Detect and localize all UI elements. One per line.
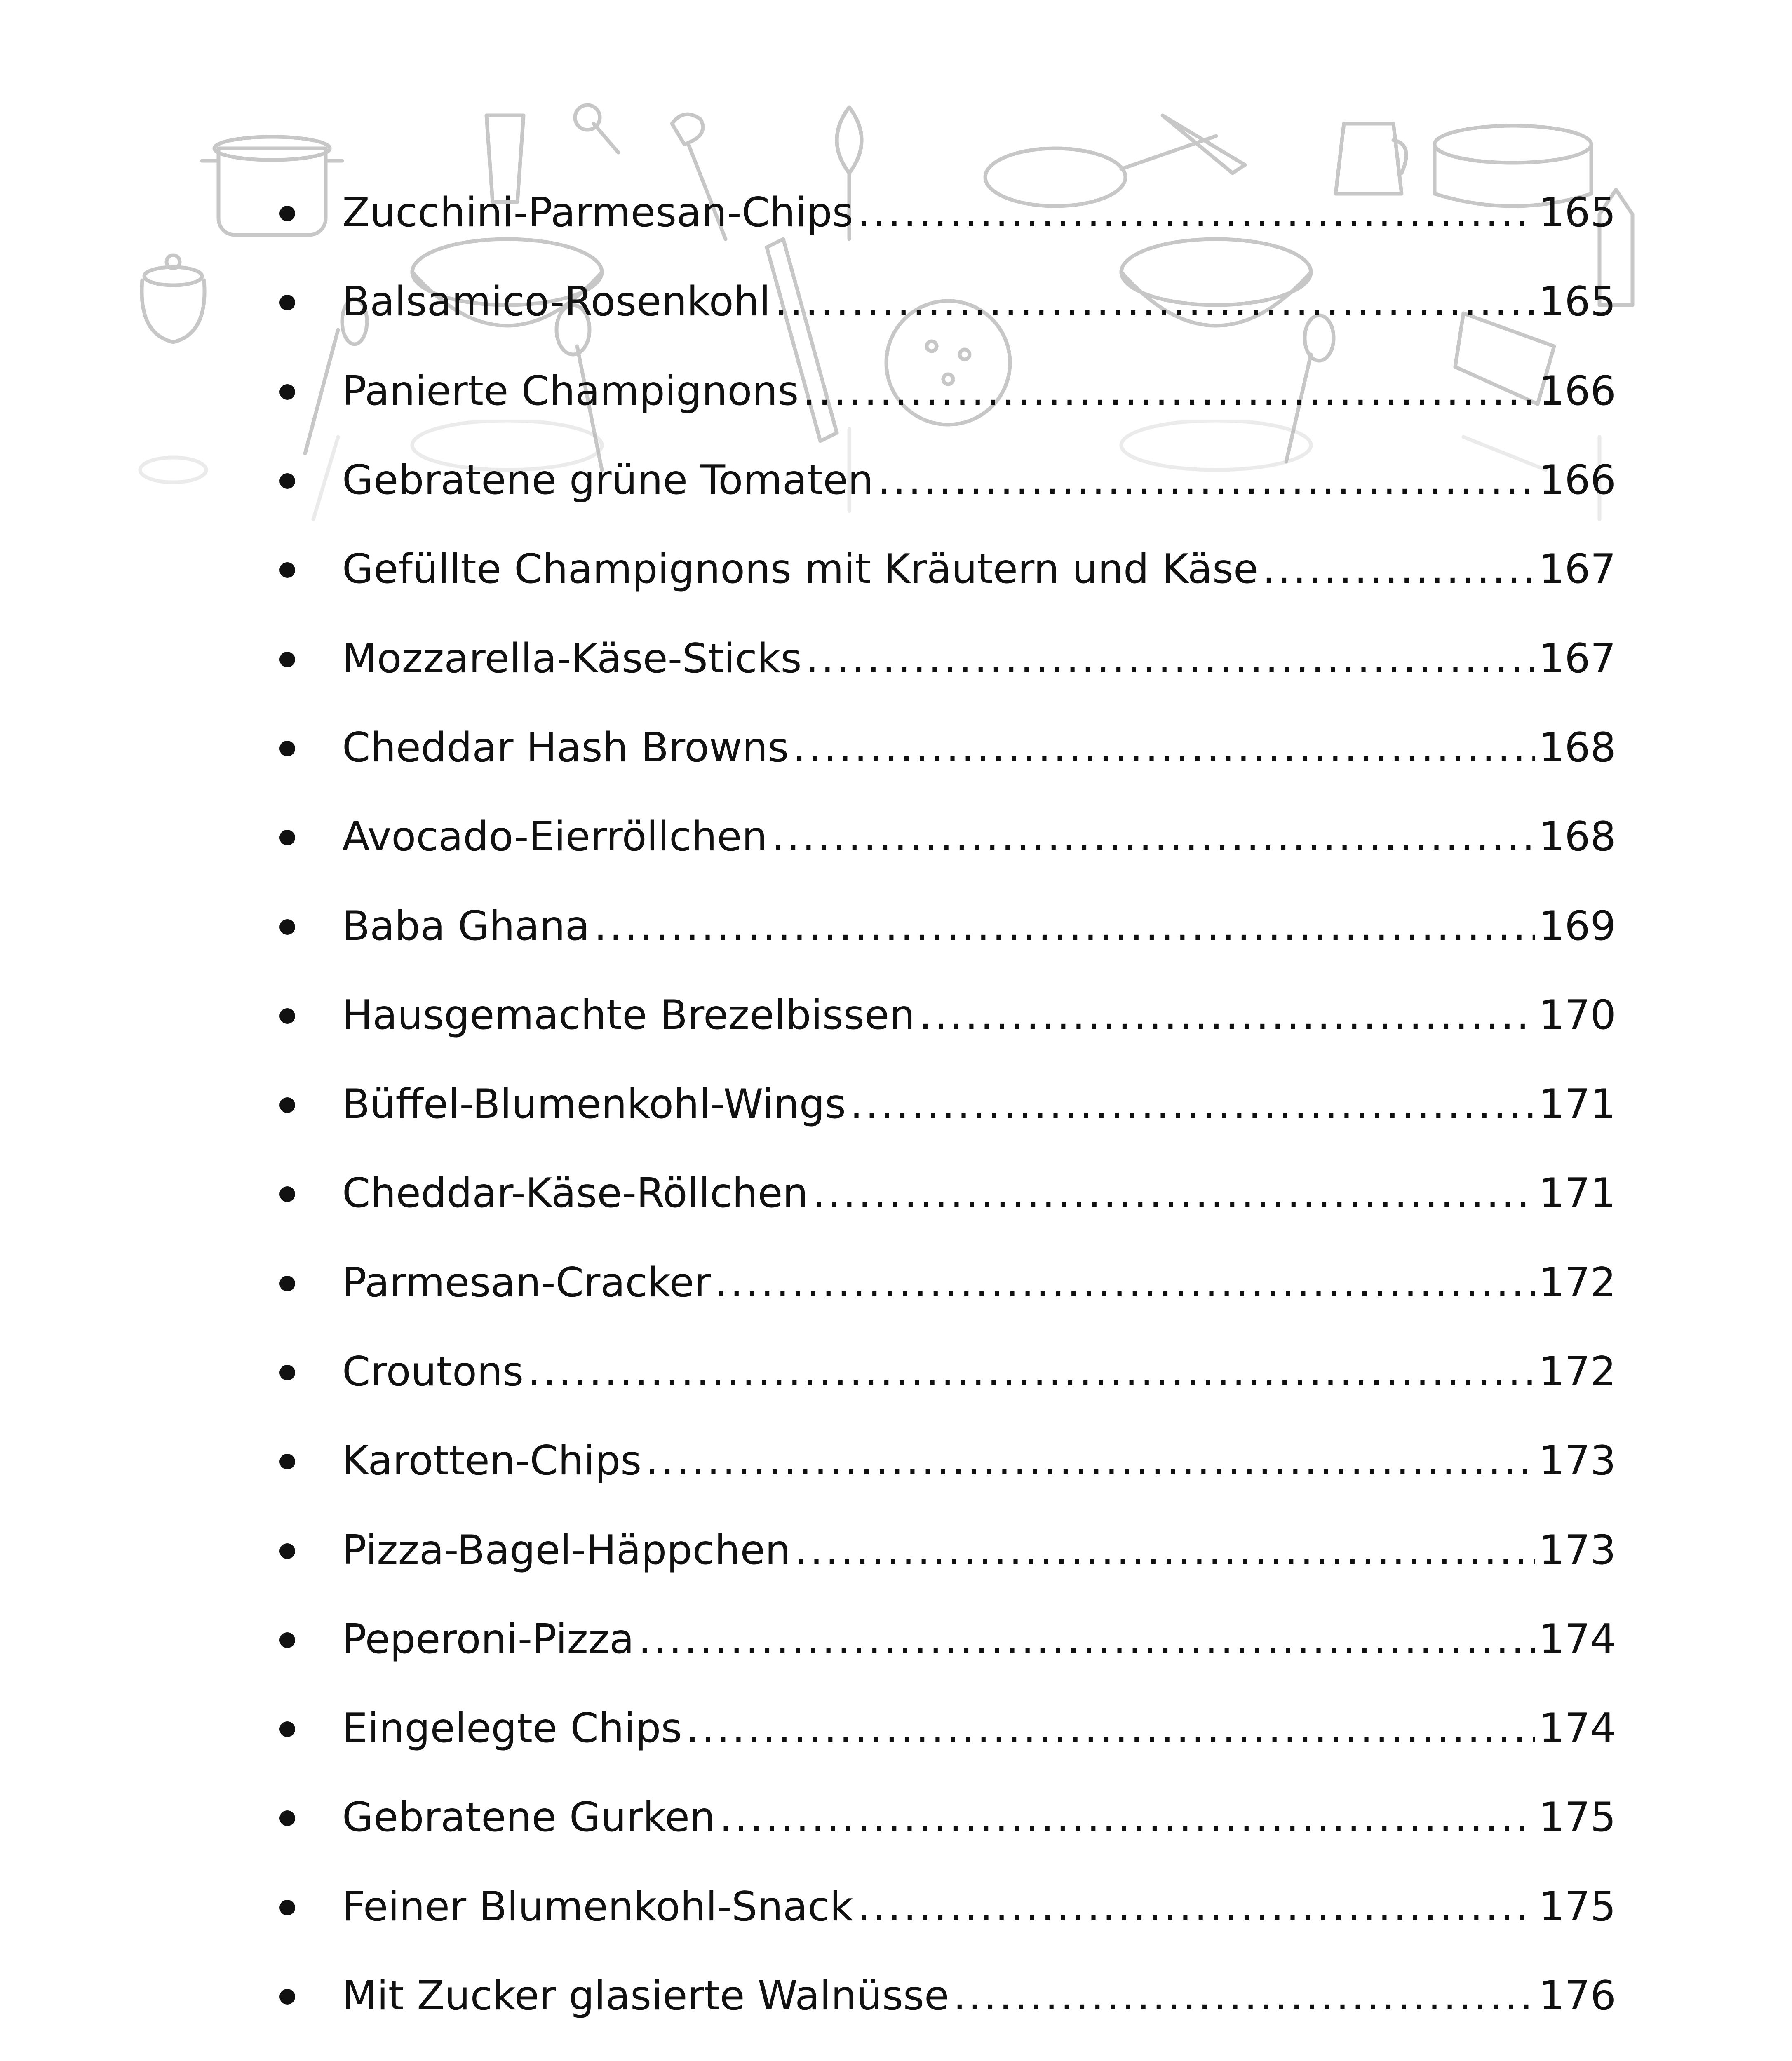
bullet-icon [279,1097,295,1113]
bullet-icon [279,295,295,310]
toc-entry[interactable] [272,882,1616,971]
toc-entry-line [342,1883,1616,1930]
toc-entry-page-number: 168 [1538,813,1616,861]
toc-entry-title: Panierte Champignons [342,367,799,415]
toc-entry-line [342,991,1616,1039]
dot-leader [775,282,1535,322]
toc-entry-page-number: 174 [1538,1705,1616,1752]
toc-entry-title: Gefüllte Champignons mit Kräutern und Käse [342,546,1259,593]
toc-entry-title: Cheddar Hash Browns [342,724,789,771]
bullet-icon [279,830,295,845]
toc-entry-line [342,457,1616,504]
toc-entry-line [342,1972,1616,2020]
dot-leader [857,192,1535,233]
toc-entry-page-number: 172 [1538,1259,1616,1306]
toc-entry-page-number: 173 [1538,1437,1616,1485]
toc-entry-title: Pizza-Bagel-Häppchen [342,1526,791,1574]
toc-entry[interactable] [272,169,1616,258]
dot-leader [850,1084,1535,1124]
toc-entry-line [342,1615,1616,1663]
toc-entry[interactable] [272,1328,1616,1417]
toc-entry[interactable] [272,1863,1616,1952]
dot-leader [646,1441,1535,1481]
toc-entry-title: Feiner Blumenkohl-Snack [342,1883,853,1930]
toc-entry-line [342,724,1616,771]
toc-entry-title: Gebratene grüne Tomaten [342,457,874,504]
toc-entry-title: Büffel-Blumenkohl-Wings [342,1081,846,1128]
toc-entry-title: Avocado-Eierröllchen [342,813,768,861]
toc-entry-title: Peperoni-Pizza [342,1615,634,1663]
toc-entry-line [342,1705,1616,1752]
toc-entry-title: Baba Ghana [342,902,590,950]
toc-entry-line [342,546,1616,593]
toc-entry-line [342,278,1616,326]
dot-leader [1262,549,1535,589]
dot-leader [857,1887,1535,1927]
dot-leader [638,1619,1535,1660]
bullet-icon [279,1454,295,1469]
bullet-icon [279,1810,295,1826]
dot-leader [806,638,1535,679]
dot-leader [919,995,1535,1035]
toc-entry-page-number: 165 [1538,278,1616,326]
toc-entry-title: Balsamico-Rosenkohl [342,278,771,326]
toc-entry-title: Hausgemachte Brezelbissen [342,991,915,1039]
toc-entry-page-number: 171 [1538,1170,1616,1217]
toc-entry-title: Cheddar-Käse-Röllchen [342,1170,808,1217]
toc-entry-page-number: 167 [1538,635,1616,682]
dot-leader [772,817,1535,857]
bullet-icon [279,1989,295,2005]
bullet-icon [279,206,295,221]
bullet-icon [279,562,295,578]
bullet-icon [279,741,295,756]
dot-leader [528,1352,1535,1392]
dot-leader [719,1798,1535,1838]
toc-entry-page-number: 175 [1538,1794,1616,1841]
toc-entry-page-number: 176 [1538,1972,1616,2020]
toc-entry-title: Karotten-Chips [342,1437,642,1485]
toc-entry-line [342,1081,1616,1128]
toc-entry[interactable] [272,1417,1616,1506]
bullet-icon [279,1186,295,1202]
toc-entry[interactable] [272,1239,1616,1328]
toc-entry[interactable] [272,704,1616,793]
bullet-icon [279,1632,295,1648]
toc-entry-line [342,1170,1616,1217]
bullet-icon [279,1900,295,1915]
bullet-icon [279,1276,295,1291]
bullet-icon [279,652,295,667]
toc-entry-title: Croutons [342,1348,524,1396]
toc-entry-page-number: 175 [1538,1883,1616,1930]
toc-entry-line [342,1794,1616,1841]
toc-entry-line [342,635,1616,682]
bullet-icon [279,1543,295,1559]
toc-entry-line [342,1526,1616,1574]
dot-leader [813,1173,1535,1214]
bullet-icon [279,1008,295,1024]
toc-entry-page-number: 167 [1538,546,1616,593]
toc-entry-title: Mit Zucker glasierte Walnüsse [342,1972,949,2020]
toc-entry[interactable] [272,258,1616,347]
bullet-icon [279,473,295,489]
toc-entry-page-number: 165 [1538,189,1616,237]
toc-entry-title: Gebratene Gurken [342,1794,716,1841]
toc-entry[interactable] [272,526,1616,615]
toc-entry-line [342,1437,1616,1485]
toc-entry[interactable] [272,615,1616,704]
dot-leader [803,371,1534,411]
toc-entry-page-number: 170 [1538,991,1616,1039]
toc-entry[interactable] [272,2041,1616,2061]
toc-entry[interactable] [272,1952,1616,2041]
dot-leader [686,1708,1535,1749]
toc-entry[interactable] [272,1685,1616,1774]
bullet-icon [279,1721,295,1737]
table-of-contents [272,169,1616,2061]
toc-entry-title: Mozzarella-Käse-Sticks [342,635,802,682]
dot-leader [795,1530,1535,1570]
toc-entry-page-number: 166 [1538,457,1616,504]
bullet-icon [279,1365,295,1380]
toc-entry-line [342,813,1616,861]
toc-entry[interactable] [272,1596,1616,1685]
toc-entry-page-number: 166 [1538,367,1616,415]
toc-entry-page-number: 168 [1538,724,1616,771]
toc-entry-line [342,367,1616,415]
toc-entry[interactable] [272,1506,1616,1595]
bullet-icon [279,919,295,935]
toc-entry[interactable] [272,1061,1616,1150]
toc-entry[interactable] [272,347,1616,437]
toc-entry[interactable] [272,1774,1616,1863]
toc-entry[interactable] [272,972,1616,1061]
toc-entry[interactable] [272,437,1616,526]
dot-leader [953,1976,1535,2016]
toc-entry-title: Parmesan-Cracker [342,1259,711,1306]
toc-entry-page-number: 171 [1538,1081,1616,1128]
dot-leader [878,460,1535,500]
toc-entry-title: Zucchini-Parmesan-Chips [342,189,853,237]
dot-leader [793,728,1534,768]
toc-entry-page-number: 173 [1538,1526,1616,1574]
toc-entry[interactable] [272,793,1616,882]
bullet-icon [279,384,295,400]
dot-leader [715,1263,1535,1303]
toc-entry-line [342,189,1616,237]
toc-entry-page-number: 172 [1538,1348,1616,1396]
toc-entry-page-number: 169 [1538,902,1616,950]
dot-leader [594,906,1535,946]
toc-entry-line [342,1259,1616,1306]
toc-entry-line [342,902,1616,950]
toc-entry[interactable] [272,1150,1616,1239]
toc-entry-page-number: 174 [1538,1615,1616,1663]
toc-entry-line [342,1348,1616,1396]
toc-entry-title: Eingelegte Chips [342,1705,682,1752]
